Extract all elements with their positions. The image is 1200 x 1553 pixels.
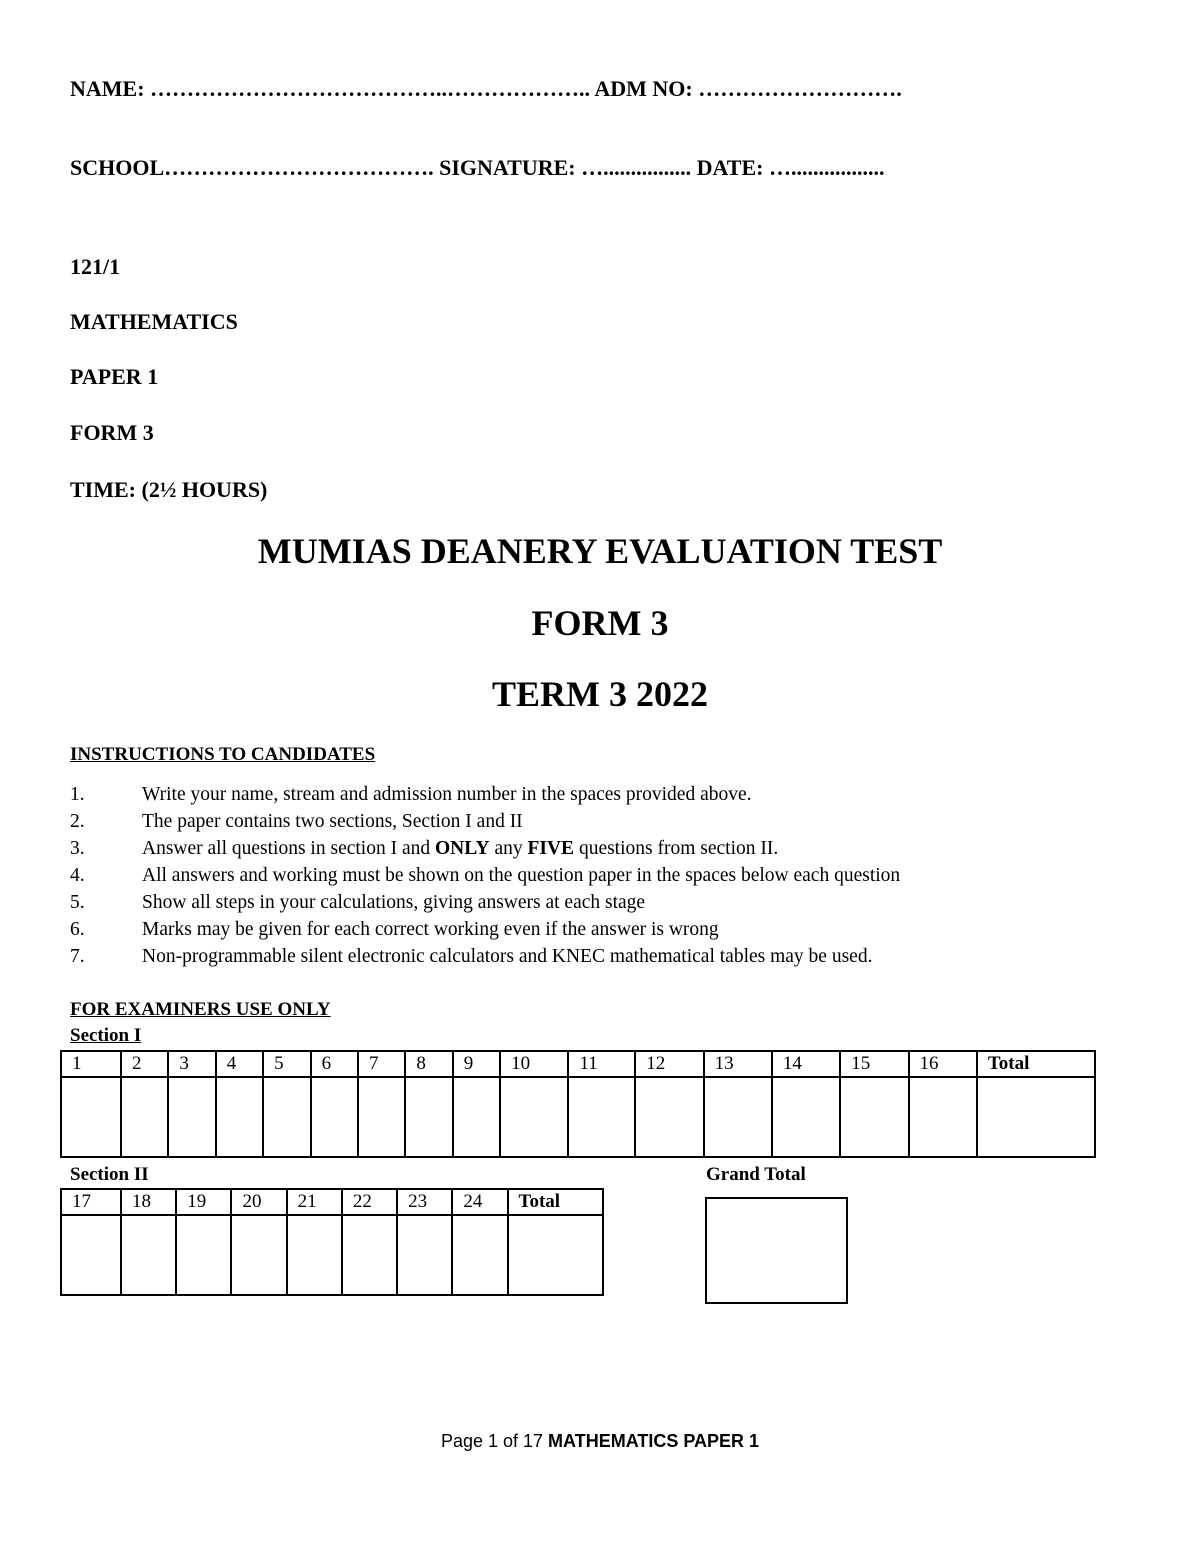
total-header: Total: [977, 1051, 1095, 1077]
column-header: 3: [168, 1051, 215, 1077]
section-2-marks-table: [60, 1188, 604, 1296]
exam-title: MUMIAS DEANERY EVALUATION TEST: [257, 531, 943, 571]
mark-cell[interactable]: [176, 1215, 231, 1295]
mark-cell[interactable]: [452, 1215, 507, 1295]
examiners-heading: FOR EXAMINERS USE ONLY: [70, 999, 331, 1020]
paper-code: 121/1: [70, 254, 121, 279]
section-2-label: Section II: [70, 1164, 149, 1185]
column-header: 23: [397, 1189, 452, 1215]
column-header: 9: [453, 1051, 500, 1077]
column-header: 6: [311, 1051, 358, 1077]
mark-cell[interactable]: [61, 1215, 121, 1295]
total-header: Total: [508, 1189, 603, 1215]
column-header: 11: [568, 1051, 635, 1077]
column-header: 2: [121, 1051, 168, 1077]
name-adm-line: NAME: …………………………………..……………….. ADM NO: ……………………….: [70, 76, 902, 101]
paper-number: PAPER 1: [70, 364, 159, 389]
mark-cell[interactable]: [61, 1077, 121, 1157]
mark-cell[interactable]: [909, 1077, 977, 1157]
school-signature-date-line: SCHOOL………………………………. SIGNATURE: …................ DATE: ….................: [70, 155, 885, 180]
column-header: 5: [263, 1051, 310, 1077]
column-header: 12: [635, 1051, 703, 1077]
instruction-item: 5. Show all steps in your calculations, giving answers at each stage: [70, 892, 646, 913]
subject: MATHEMATICS: [70, 309, 238, 334]
column-header: 21: [287, 1189, 342, 1215]
marks-row: [61, 1215, 603, 1295]
column-header: 24: [452, 1189, 507, 1215]
mark-cell[interactable]: [263, 1077, 310, 1157]
mark-cell[interactable]: [704, 1077, 772, 1157]
page-footer: Page 1 of 17 MATHEMATICS PAPER 1: [440, 1431, 760, 1451]
mark-cell[interactable]: [500, 1077, 568, 1157]
grand-total-label: Grand Total: [706, 1164, 806, 1185]
mark-cell[interactable]: [342, 1215, 397, 1295]
mark-cell[interactable]: [287, 1215, 342, 1295]
column-header: 4: [216, 1051, 263, 1077]
table-header-row: [61, 1051, 1095, 1077]
column-header: 20: [231, 1189, 286, 1215]
column-header: 15: [840, 1051, 908, 1077]
mark-cell[interactable]: [568, 1077, 635, 1157]
section-1-label: Section I: [70, 1025, 142, 1046]
column-header: 18: [121, 1189, 176, 1215]
instruction-item: 4. All answers and working must be shown on the question paper in the spaces below each question: [70, 865, 901, 886]
column-header: 1: [61, 1051, 121, 1077]
column-header: 14: [772, 1051, 840, 1077]
mark-cell[interactable]: [405, 1077, 452, 1157]
mark-cell[interactable]: [453, 1077, 500, 1157]
page-number: 1: [487, 1431, 498, 1451]
instruction-item: 1. Write your name, stream and admission number in the spaces provided above.: [70, 784, 752, 805]
mark-cell[interactable]: [772, 1077, 840, 1157]
mark-cell[interactable]: [635, 1077, 703, 1157]
form-label: FORM 3: [70, 420, 154, 445]
exam-form: FORM 3: [531, 603, 669, 643]
instruction-item: 3. Answer all questions in section I and ONLY any FIVE questions from section II.: [70, 838, 779, 859]
instructions-list: [70, 781, 900, 970]
grand-total-box[interactable]: [705, 1197, 848, 1304]
column-header: 10: [500, 1051, 568, 1077]
exam-term: TERM 3 2022: [492, 674, 708, 714]
section-1-marks-table: [60, 1050, 1096, 1158]
mark-cell[interactable]: [231, 1215, 286, 1295]
total-cell[interactable]: [977, 1077, 1095, 1157]
instructions-heading: INSTRUCTIONS TO CANDIDATES: [70, 744, 376, 765]
column-header: 22: [342, 1189, 397, 1215]
time-label: TIME: (2½ HOURS): [70, 477, 268, 502]
column-header: 17: [61, 1189, 121, 1215]
mark-cell[interactable]: [121, 1215, 176, 1295]
mark-cell[interactable]: [840, 1077, 908, 1157]
column-header: 7: [358, 1051, 405, 1077]
mark-cell[interactable]: [168, 1077, 215, 1157]
instruction-item: 7. Non-programmable silent electronic calculators and KNEC mathematical tables may be used.: [70, 946, 873, 967]
total-cell[interactable]: [508, 1215, 603, 1295]
table-header-row: [61, 1189, 603, 1215]
column-header: 8: [405, 1051, 452, 1077]
column-header: 19: [176, 1189, 231, 1215]
page-count: 17: [523, 1431, 544, 1451]
mark-cell[interactable]: [121, 1077, 168, 1157]
column-header: 16: [909, 1051, 977, 1077]
footer-doc-title: MATHEMATICS PAPER 1: [543, 1431, 760, 1451]
mark-cell[interactable]: [311, 1077, 358, 1157]
mark-cell[interactable]: [358, 1077, 405, 1157]
instruction-item: 2. The paper contains two sections, Section I and II: [70, 811, 523, 832]
instruction-item: 6. Marks may be given for each correct working even if the answer is wrong: [70, 919, 719, 940]
mark-cell[interactable]: [216, 1077, 263, 1157]
mark-cell[interactable]: [397, 1215, 452, 1295]
column-header: 13: [704, 1051, 772, 1077]
marks-row: [61, 1077, 1095, 1157]
